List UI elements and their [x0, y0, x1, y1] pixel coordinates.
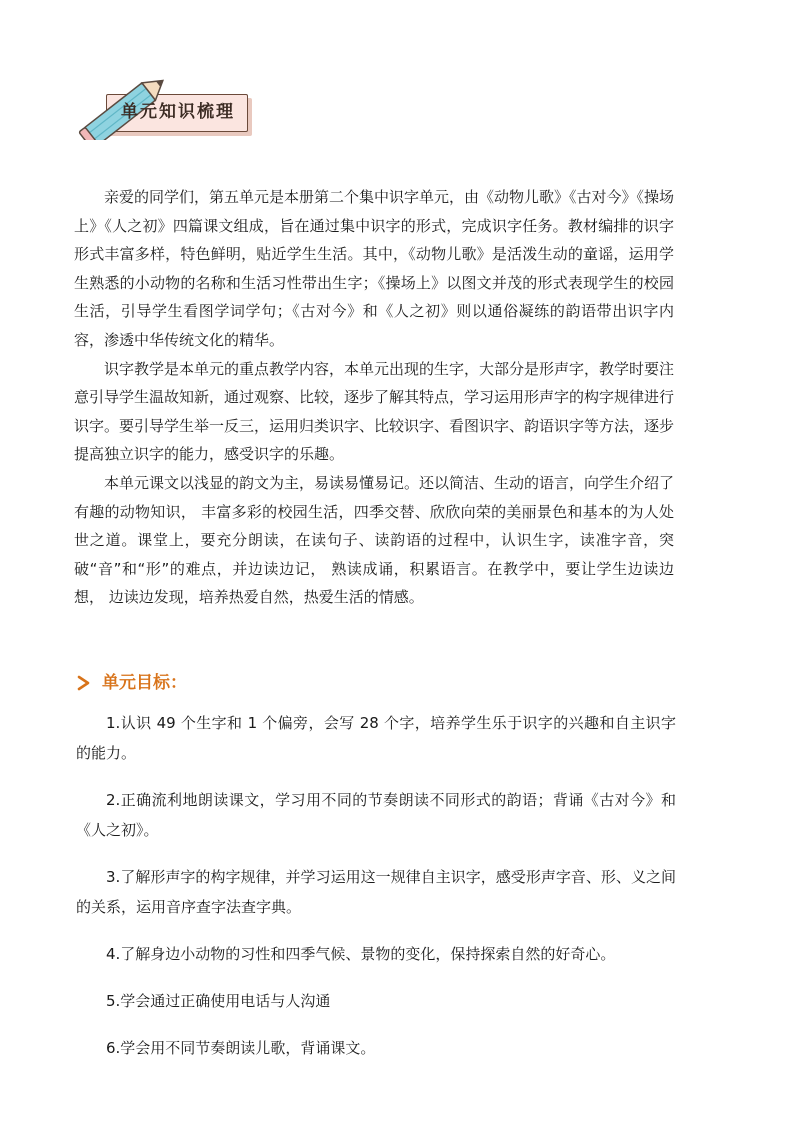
- goal-item: 1.认识 49 个生字和 1 个偏旁，会写 28 个字，培养学生乐于识字的兴趣和自主识字的能力。: [76, 714, 676, 762]
- goal-item: 6.学会用不同节奏朗读儿歌，背诵课文。: [106, 1039, 376, 1057]
- intro-paragraph: 识字教学是本单元的重点教学内容，本单元出现的生字，大部分是形声字，教学时要注意引导学生温故知新，通过观察、比较，逐步了解其特点，学习运用形声字的构字规律进行识字。要引导学生举一反三，运用归类识字、比较识字、看图识字、韵语识字等方法，逐步提高独立识字的能力，感受识字的乐趣。: [74, 359, 675, 464]
- banner-title: 单元知识梳理: [121, 102, 235, 122]
- section-banner: [74, 74, 254, 140]
- goals-title: 单元目标：: [102, 673, 187, 693]
- goals-list: [76, 708, 676, 1080]
- goal-item: 2.正确流利地朗读课文，学习用不同的节奏朗读不同形式的韵语；背诵《古对今》和《人之初》。: [76, 791, 676, 839]
- chevron-right-icon: [76, 675, 92, 691]
- goal-item: 5.学会通过正确使用电话与人沟通: [106, 992, 331, 1010]
- intro-section: [74, 183, 674, 612]
- goal-item: 3.了解形声字的构字规律，并学习运用这一规律自主识字，感受形声字音、形、义之间的关系，运用音序查字法查字典。: [76, 868, 676, 916]
- intro-paragraph: 亲爱的同学们，第五单元是本册第二个集中识字单元，由《动物儿歌》《古对今》《操场上》《人之初》四篇课文组成，旨在通过集中识字的形式，完成识字任务。教材编排的识字形式丰富多样，特色鲜明，贴近学生生活。其中，《动物儿歌》是活泼生动的童谣，运用学生熟悉的小动物的名称和生活习性带出生字；《操场上》以图文并茂的形式表现学生的校园生活，引导学生看图学词学句；《古对今》和《人之初》则以通俗凝练的韵语带出识字内容，渗透中华传统文化的精华。: [74, 188, 675, 349]
- goal-item: 4.了解身边小动物的习性和四季气候、景物的变化，保持探索自然的好奇心。: [106, 945, 616, 963]
- intro-paragraph: 本单元课文以浅显的韵文为主，易读易懂易记。还以简洁、生动的语言，向学生介绍了有趣的动物知识， 丰富多彩的校园生活，四季交替、欣欣向荣的美丽景色和基本的为人处世之道。课堂上，要充分朗读，在读句子、读韵语的过程中，认识生字，读准字音，突破“音”和“形”的难点，并边读边记， 熟读成诵，积累语言。在教学中，要让学生边读边想， 边读边发现，培养热爱自然，热爱生活的情感。: [74, 473, 675, 607]
